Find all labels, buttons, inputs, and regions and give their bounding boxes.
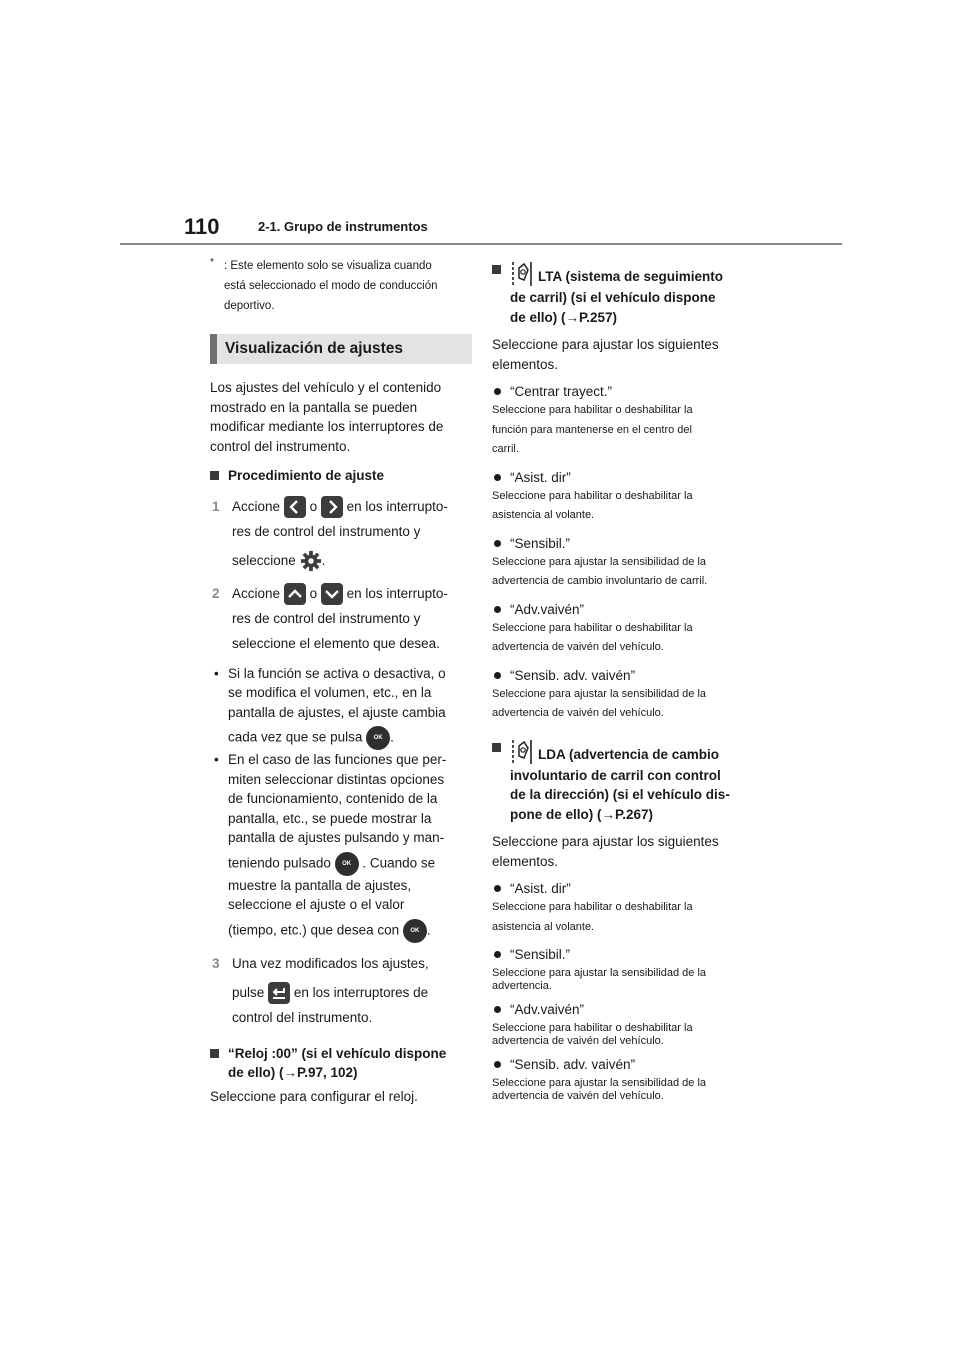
step-text: Accione <box>232 498 281 514</box>
lda-item <box>492 879 754 898</box>
step-text: res de control del instrumento y <box>232 523 421 539</box>
note-line: seleccione el ajuste o el valor <box>228 897 405 912</box>
lta-title-line: de carril) (si el vehículo dispone <box>510 290 716 305</box>
intro-line: Los ajustes del vehículo y el contenido <box>210 380 442 395</box>
step-text: Una vez modificados los ajustes, <box>232 955 429 971</box>
item-label: “Sensib. adv. vaivén” <box>510 1057 636 1072</box>
note-line: pantalla de ajustes pulsando y man- <box>228 830 445 845</box>
step-text: . <box>321 552 326 568</box>
step-text: pulse <box>232 984 265 1000</box>
back-button-icon <box>268 982 290 1004</box>
step-text: en los interrupto- <box>346 498 448 514</box>
bullet-dot-icon <box>494 672 501 679</box>
item-desc-line: carril. <box>492 443 519 455</box>
item-description <box>492 487 754 526</box>
item-label: “Adv.vaivén” <box>510 601 585 617</box>
step-text: seleccione el elemento que desea. <box>232 635 440 651</box>
item-label: “Asist. dir” <box>510 881 571 896</box>
step-text: en los interruptores de <box>293 984 429 1000</box>
note-line: cada vez que se pulsa <box>228 729 363 745</box>
footnote-mark: * <box>210 257 214 268</box>
bullet-dot-icon <box>494 951 501 958</box>
lda-item <box>492 1055 754 1074</box>
square-bullet-icon <box>492 265 501 274</box>
procedure-title <box>210 466 472 486</box>
intro-line: modificar mediante los interruptores de <box>210 419 444 434</box>
step-text: o <box>309 498 318 514</box>
item-desc-line: advertencia de vaivén del vehículo. <box>492 1089 664 1102</box>
step-text: Accione <box>232 585 281 601</box>
footnote-line: deportivo. <box>224 300 275 312</box>
footnote-line: está seleccionado el modo de conducción <box>224 280 438 292</box>
square-bullet-icon <box>210 1049 219 1058</box>
right-column <box>492 256 754 1102</box>
item-desc-line: Seleccione para habilitar o deshabilitar la <box>492 489 693 502</box>
section-title: 2-1. Grupo de instrumentos <box>258 219 428 234</box>
step-text: res de control del instrumento y <box>232 610 421 626</box>
footnote <box>210 256 472 316</box>
note-line: pantalla, etc., se puede mostrar la <box>228 810 432 826</box>
note-line: . <box>426 922 431 938</box>
note-line: miten seleccionar distintas opciones <box>228 771 445 787</box>
bullet-dot-icon <box>494 1061 501 1068</box>
step-3 <box>210 951 472 1030</box>
intro-paragraph <box>210 378 472 456</box>
item-desc-line: Seleccione para habilitar o deshabilitar la <box>492 404 693 416</box>
bullet-dot: • <box>214 665 219 681</box>
item-label: “Centrar trayect.” <box>510 384 613 399</box>
square-bullet-icon <box>210 471 219 480</box>
item-description <box>492 619 754 658</box>
ok-button-icon: OK <box>335 852 359 876</box>
clock-title-line: de ello) (→P.97, 102) <box>228 1065 358 1080</box>
item-desc-line: Seleccione para habilitar o deshabilitar la <box>492 1022 693 1034</box>
lda-intro-line: elementos. <box>492 853 559 869</box>
note-1 <box>210 664 472 751</box>
lda-item <box>492 945 754 964</box>
lta-item <box>492 468 754 487</box>
step-number: 1 <box>212 498 220 514</box>
note-line: muestre la pantalla de ajustes, <box>228 877 412 893</box>
item-label: “Sensib. adv. vaivén” <box>510 667 636 683</box>
lta-item <box>492 600 754 619</box>
note-line: . <box>390 729 394 745</box>
down-arrow-button-icon <box>321 583 343 605</box>
item-description <box>492 1077 754 1102</box>
page-number: 110 <box>184 214 220 239</box>
note-line: En el caso de las funciones que per- <box>228 752 447 767</box>
footnote-line: : Este elemento solo se visualiza cuando <box>224 260 432 272</box>
note-line: (tiempo, etc.) que desea con <box>228 922 400 938</box>
note-line: Si la función se activa o desactiva, o <box>228 665 446 681</box>
lda-title-line: LDA (advertencia de cambio <box>538 746 720 762</box>
item-description <box>492 898 754 937</box>
lane-tracing-icon <box>510 260 534 288</box>
item-desc-line: advertencia de vaivén del vehículo. <box>492 1034 664 1047</box>
intro-line: control del instrumento. <box>210 438 351 454</box>
item-desc-line: Seleccione para habilitar o deshabilitar la <box>492 901 693 913</box>
item-desc-line: Seleccione para habilitar o deshabilitar la <box>492 621 693 634</box>
step-text: seleccione <box>232 552 296 568</box>
item-desc-line: Seleccione para ajustar la sensibilidad de la <box>492 1077 707 1089</box>
lda-item <box>492 1000 754 1019</box>
right-arrow-button-icon <box>321 496 343 518</box>
lta-intro <box>492 335 754 374</box>
intro-line: mostrado en la pantalla se pueden <box>210 399 418 415</box>
lta-title-line: de ello) (→P.257) <box>510 309 618 325</box>
clock-title-line: “Reloj :00” (si el vehículo dispone <box>228 1045 447 1061</box>
item-desc-line: Seleccione para ajustar la sensibilidad de la <box>492 555 707 568</box>
step-text: control del instrumento. <box>232 1009 373 1025</box>
procedure-title-text: Procedimiento de ajuste <box>228 468 385 483</box>
item-desc-line: advertencia de cambio involuntario de carril. <box>492 575 708 587</box>
item-desc-line: advertencia. <box>492 979 552 992</box>
lda-title <box>492 738 754 825</box>
item-desc-line: Seleccione para ajustar la sensibilidad de la <box>492 967 707 979</box>
note-line: teniendo pulsado <box>228 855 331 871</box>
item-label: “Sensibil.” <box>510 535 571 551</box>
step-text: o <box>309 585 318 601</box>
bullet-dot-icon <box>494 388 501 395</box>
lda-intro <box>492 832 754 871</box>
note-line: de funcionamiento, contenido de la <box>228 791 438 806</box>
lda-title-line: de la dirección) (si el vehículo dis- <box>510 787 730 802</box>
gear-icon <box>300 550 322 572</box>
item-desc-line: asistencia al volante. <box>492 509 595 521</box>
lda-intro-line: Seleccione para ajustar los siguientes <box>492 834 719 849</box>
lta-item <box>492 666 754 685</box>
step-number: 2 <box>212 585 220 601</box>
lta-item <box>492 382 754 401</box>
step-1 <box>210 494 472 573</box>
ok-button-icon: OK <box>366 726 390 750</box>
bullet-dot: • <box>214 752 219 767</box>
step-text: en los interrupto- <box>346 585 448 601</box>
item-description <box>492 553 754 592</box>
square-bullet-icon <box>492 743 501 752</box>
item-desc-line: advertencia de vaivén del vehículo. <box>492 707 664 719</box>
note-line: se modifica el volumen, etc., en la <box>228 685 432 700</box>
note-line: pantalla de ajustes, el ajuste cambia <box>228 704 446 720</box>
item-desc-line: Seleccione para ajustar la sensibilidad de la <box>492 687 707 700</box>
item-label: “Sensibil.” <box>510 947 571 962</box>
lta-intro-line: Seleccione para ajustar los siguientes <box>492 337 719 352</box>
bullet-dot-icon <box>494 885 501 892</box>
lda-title-line: pone de ello) (→P.267) <box>510 806 654 822</box>
up-arrow-button-icon <box>284 583 306 605</box>
item-description <box>492 967 754 992</box>
settings-heading: Visualización de ajustes <box>210 334 472 364</box>
item-label: “Adv.vaivén” <box>510 1002 585 1017</box>
bullet-dot-icon <box>494 1006 501 1013</box>
lda-title-line: involuntario de carril con control <box>510 767 721 783</box>
left-column <box>210 256 472 1106</box>
item-desc-line: advertencia de vaivén del vehículo. <box>492 641 664 653</box>
header-rule <box>120 243 842 245</box>
bullet-dot-icon <box>494 540 501 547</box>
lane-departure-icon <box>510 738 534 766</box>
lta-item <box>492 534 754 553</box>
item-description <box>492 685 754 724</box>
lta-title <box>492 260 754 327</box>
ok-button-icon: OK <box>403 919 427 943</box>
left-arrow-button-icon <box>284 496 306 518</box>
item-description <box>492 1022 754 1047</box>
step-number: 3 <box>212 955 220 971</box>
item-label: “Asist. dir” <box>510 469 571 485</box>
clock-title <box>210 1044 472 1083</box>
clock-description: Seleccione para configurar el reloj. <box>210 1088 418 1104</box>
lta-intro-line: elementos. <box>492 356 559 372</box>
bullet-dot-icon <box>494 606 501 613</box>
item-description <box>492 401 754 460</box>
note-line: . Cuando se <box>362 855 436 871</box>
item-desc-line: asistencia al volante. <box>492 920 595 933</box>
step-2 <box>210 581 472 656</box>
bullet-dot-icon <box>494 474 501 481</box>
item-desc-line: función para mantenerse en el centro del <box>492 423 692 436</box>
note-2 <box>210 750 472 943</box>
lta-title-line: LTA (sistema de seguimiento <box>538 269 724 284</box>
